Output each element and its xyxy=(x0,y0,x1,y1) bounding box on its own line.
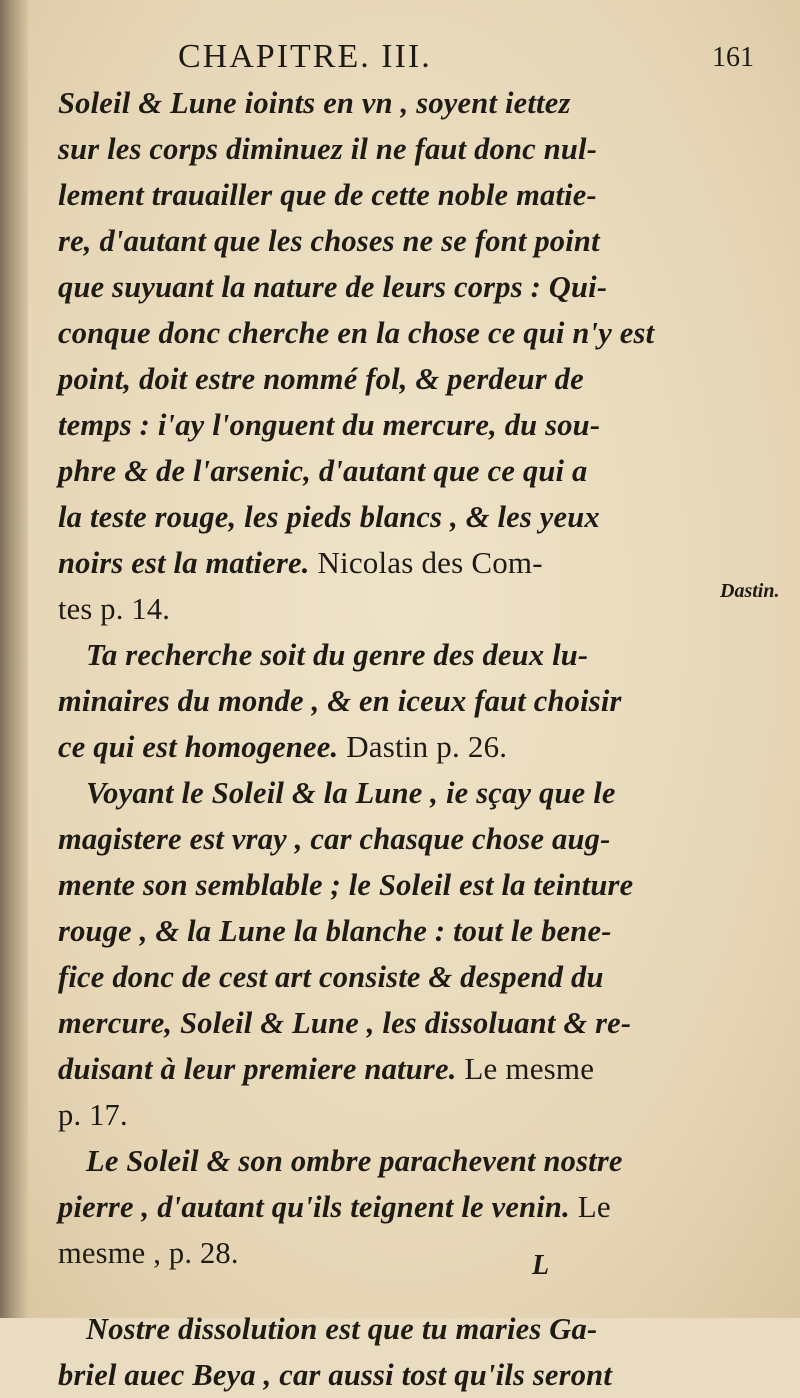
text-line: mercure, Soleil & Lune , les dissoluant & re- xyxy=(58,1006,632,1040)
text-line: magistere est vray , car chasque chose aug- xyxy=(58,822,611,856)
text-line: mente son semblable ; le Soleil est la teinture xyxy=(58,868,634,902)
text-line xyxy=(58,1046,663,1092)
text-line: re, d'autant que les choses ne se font point xyxy=(58,224,600,258)
page-number: 161 xyxy=(712,42,754,73)
citation-line: mesme , p. 28. xyxy=(58,1236,239,1270)
paragraph-gap xyxy=(58,1276,663,1306)
text-line: Nostre dissolution est que tu maries Ga- xyxy=(86,1312,598,1346)
citation: Le mesme xyxy=(464,1051,595,1086)
signature-mark: L xyxy=(532,1250,550,1281)
citation-line: p. 17. xyxy=(58,1098,128,1132)
text-line: Voyant le Soleil & la Lune , ie sçay que le xyxy=(86,776,616,810)
text-line: lement trauailler que de cette noble matie- xyxy=(58,178,597,212)
text-line xyxy=(58,540,663,586)
citation: Nicolas des Com- xyxy=(317,545,543,580)
text-line: conque donc cherche en la chose ce qui n'y est xyxy=(58,316,655,350)
text-line: Ta recherche soit du genre des deux lu- xyxy=(86,638,589,672)
text-line: fice donc de cest art consiste & despend du xyxy=(58,960,604,994)
quote-text: pierre , d'autant qu'ils teignent le venin. xyxy=(58,1190,570,1224)
quote-text: duisant à leur premiere nature. xyxy=(58,1052,457,1086)
quote-text: noirs est la matiere. xyxy=(58,546,310,580)
text-line: rouge , & la Lune la blanche : tout le bene- xyxy=(58,914,612,948)
text-line: Le Soleil & son ombre parachevent nostre xyxy=(86,1144,623,1178)
text-line xyxy=(58,1184,663,1230)
text-line: temps : i'ay l'onguent du mercure, du sou- xyxy=(58,408,601,442)
citation: Dastin p. 26. xyxy=(346,729,508,764)
text-line: Soleil & Lune ioints en vn , soyent iettez xyxy=(58,86,571,120)
quote-text: ce qui est homogenee. xyxy=(58,730,339,764)
citation-line: tes p. 14. xyxy=(58,592,171,626)
running-head: CHAPITRE. III. xyxy=(178,38,432,75)
page-gutter-shadow xyxy=(0,0,28,1318)
text-line: que suyuant la nature de leurs corps : Qui- xyxy=(58,270,608,304)
text-line: sur les corps diminuez il ne faut donc nul- xyxy=(58,132,598,166)
body-text xyxy=(58,80,663,1398)
text-line: la teste rouge, les pieds blancs , & les yeux xyxy=(58,500,600,534)
marginal-note: Dastin. xyxy=(720,580,780,602)
text-line: minaires du monde , & en iceux faut choisir xyxy=(58,684,622,718)
text-line xyxy=(58,724,663,770)
text-line: phre & de l'arsenic, d'autant que ce qui a xyxy=(58,454,588,488)
citation: Le xyxy=(577,1189,611,1224)
text-line: point, doit estre nommé fol, & perdeur de xyxy=(58,362,584,396)
text-line: briel auec Beya , car aussi tost qu'ils seront xyxy=(58,1358,613,1392)
